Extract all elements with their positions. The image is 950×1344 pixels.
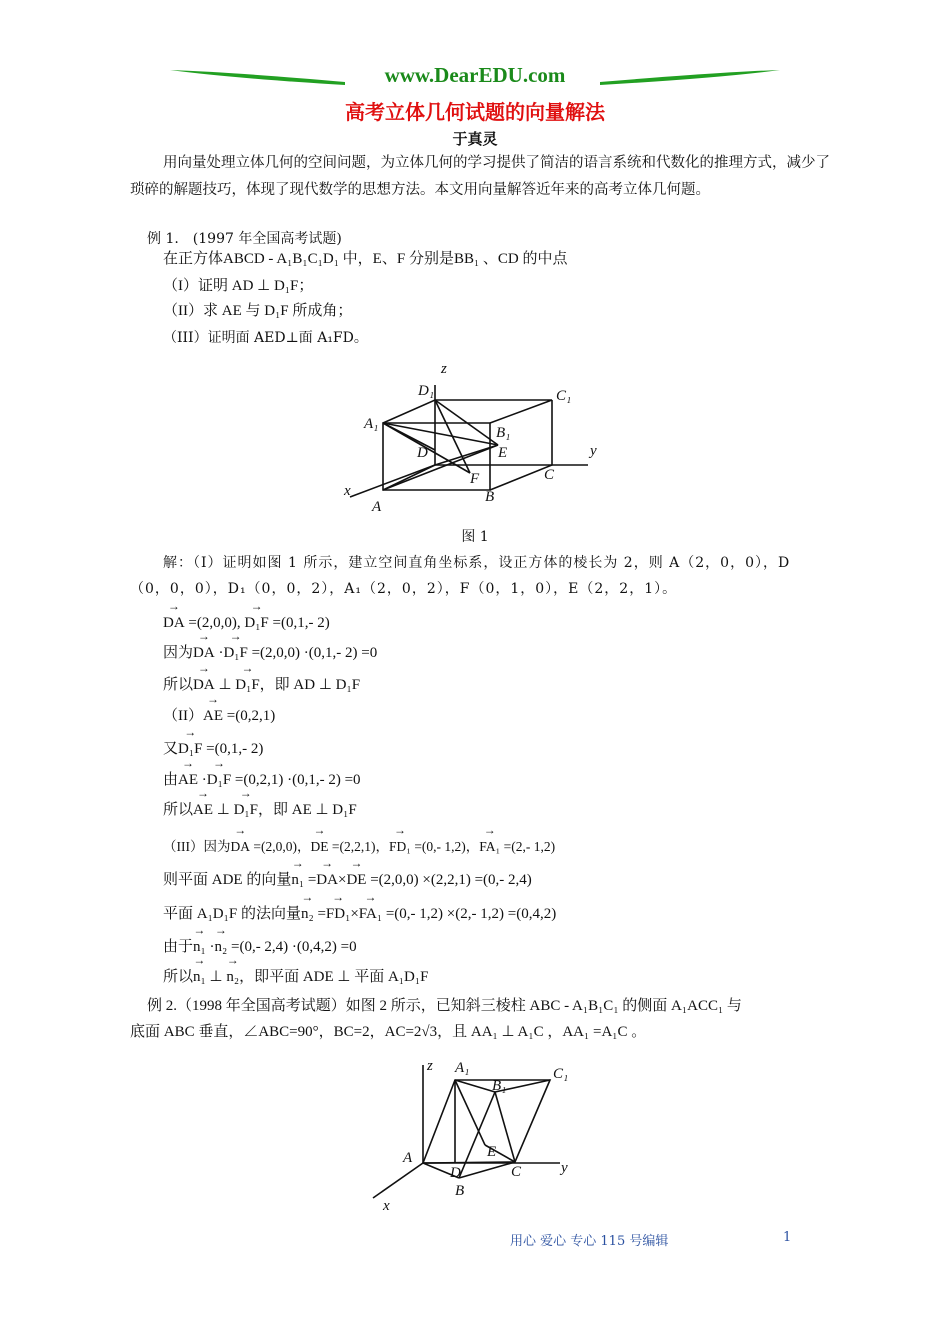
fig2-label: D [450, 1165, 461, 1181]
expr: ，即 AE ⊥ D₁F [258, 802, 357, 818]
page-number: 1 [783, 1230, 792, 1245]
solution-line-11 [163, 937, 357, 957]
expr: ，即 AD ⊥ D₁F [259, 677, 361, 693]
expr: =(0,- 2,4) ·(0,4,2) =0 [227, 939, 357, 955]
fig2-label: C [511, 1164, 522, 1180]
vector: → DA [163, 613, 185, 633]
expr: ⊥ [205, 969, 227, 985]
example1-heading: 例 1. (1997 年全国高考试题) [147, 231, 342, 247]
expr: =(2,- 1,2) [500, 839, 556, 854]
vector: → FA₁ [479, 837, 500, 857]
fig2-label: x [383, 1198, 390, 1214]
text: 又 [163, 741, 179, 757]
author-name: 于真灵 [452, 130, 498, 148]
site-banner [170, 62, 780, 92]
vector: → DE [310, 837, 328, 857]
vector: → n₁ [193, 967, 206, 987]
expr: =(0,1,- 2) [268, 615, 330, 631]
fig2-label: z [427, 1058, 433, 1074]
example1-question-1: （I）证明 AD ⊥ D₁F； [163, 278, 314, 294]
expr: ⊥ [214, 677, 236, 693]
expr: ，即平面 ADE ⊥ 平面 A₁D₁F [239, 969, 429, 985]
solution-line-10 [163, 904, 556, 924]
fig1-label: B [485, 489, 495, 505]
fig1-label: z [441, 361, 447, 377]
vector: → n₁ [193, 937, 206, 957]
page-title: 高考立体几何试题的向量解法 [345, 100, 605, 124]
vector: → D₁F [223, 643, 247, 663]
text: 由 [163, 772, 179, 788]
vector: → DA [193, 643, 215, 663]
solution-line-3 [163, 675, 360, 695]
expr: =(2,0,0), [184, 615, 245, 631]
vector: → DA [316, 870, 338, 890]
expr: =(2,0,0)， [250, 839, 311, 854]
example1-question-2: （II）求 AE 与 D₁F 所成角； [163, 303, 353, 319]
text: 所以 [163, 802, 194, 818]
text: 平面 A₁D₁F 的法向量 [163, 906, 301, 922]
text: （II） [163, 708, 203, 724]
expr: = [313, 906, 326, 922]
vector: → AE [203, 706, 223, 726]
fig1-label: F [470, 471, 480, 487]
vector: → FD₁ [326, 904, 350, 924]
expr: =(2,2,1)， [328, 839, 389, 854]
vector: → FD₁ [389, 837, 411, 857]
example1-question-3: （III）证明面 AED⊥面 A₁FD。 [163, 330, 368, 346]
expr: × [350, 906, 359, 922]
expr: =(0,1,- 2) [202, 741, 264, 757]
figure-2-prism-diagram [355, 1050, 595, 1215]
fig1-label: A [372, 499, 382, 515]
example2-line-2: 底面 ABC 垂直，∠ABC=90°，BC=2，AC=2√3，且 AA₁ ⊥ A₁C ，AA₁ =A₁C 。 [130, 1024, 647, 1040]
intro-paragraph: 用向量处理立体几何的空间问题，为立体几何的学习提供了简洁的语言系统和代数化的推理方式，减少了琐碎的解题技巧，体现了现代数学的思想方法。本文用向量解答近年来的高考立体几何题。 [130, 155, 830, 198]
text: （III）因为 [163, 839, 231, 854]
vector: → FA₁ [359, 904, 382, 924]
expr: =(0,- 1,2)， [410, 839, 480, 854]
text: 则平面 ADE 的向量 [163, 872, 292, 888]
expr: =(0,- 1,2) ×(2,- 1,2) =(0,4,2) [382, 906, 557, 922]
text: 由于 [163, 939, 194, 955]
fig1-label: D [417, 445, 428, 461]
expr: = [304, 872, 317, 888]
vector: → n₁ [291, 870, 304, 890]
text: 所以 [163, 677, 194, 693]
expr: =(2,0,0) ×(2,2,1) =(0,- 2,4) [366, 872, 532, 888]
expr: =(2,0,0) ·(0,1,- 2) =0 [247, 645, 378, 661]
fig1-label: C [544, 467, 555, 483]
expr: · [198, 772, 207, 788]
vector: → n₂ [226, 967, 239, 987]
vector: → n₂ [215, 937, 228, 957]
fig1-label: E [498, 445, 508, 461]
site-url[interactable]: www.DearEDU.com [384, 63, 566, 87]
example2-line-1: 例 2.（1998 年全国高考试题）如图 2 所示，已知斜三棱柱 ABC - A₁B₁C₁ 的侧面 A₁ACC₁ 与 [147, 998, 742, 1014]
expr: =(0,2,1) ·(0,1,- 2) =0 [231, 772, 361, 788]
fig1-label: C₁ [556, 388, 572, 404]
fig1-label: x [344, 483, 351, 499]
solution-line-4 [163, 706, 275, 726]
vector: → D₁F [234, 800, 258, 820]
solution-line-2 [163, 643, 377, 663]
vector: → DA [193, 675, 215, 695]
solution-line-12 [163, 967, 428, 987]
fig2-label: y [561, 1160, 568, 1176]
solution1-intro: 解：（I）证明如图 1 所示，建立空间直角坐标系，设正方体的棱长为 2，则 A（2，0，0），D（0，0，0），D₁（0，0，2），A₁（2，0，2），F（0，1，0），E（2，2，1）。 [130, 555, 791, 597]
fig2-label: A [403, 1150, 413, 1166]
solution-line-7 [163, 800, 357, 820]
figure-1-caption: 图 1 [461, 529, 489, 545]
text: 因为 [163, 645, 194, 661]
vector: → n₂ [301, 904, 314, 924]
expr: ⊥ [213, 802, 234, 818]
fig2-label: B₁ [492, 1078, 507, 1094]
text: 所以 [163, 969, 194, 985]
solution-line-9 [163, 870, 532, 890]
solution-line-8 [163, 837, 555, 857]
fig1-label: B₁ [496, 425, 511, 441]
vector: → D₁F [244, 613, 268, 633]
expr: =(0,2,1) [223, 708, 276, 724]
vector: → DE [346, 870, 366, 890]
vector: → AE [193, 800, 213, 820]
fig2-label: A₁ [455, 1060, 470, 1076]
expr: · [214, 645, 224, 661]
solution-line-1 [163, 613, 330, 633]
fig1-label: D₁ [418, 383, 435, 399]
fig1-label: A₁ [364, 416, 379, 432]
vector: → AE [178, 770, 198, 790]
example1-statement: 在正方体ABCD - A₁B₁C₁D₁ 中，E、F 分别是BB₁ 、CD 的中点 [163, 251, 568, 267]
solution-line-6 [163, 770, 361, 790]
vector: → D₁F [207, 770, 231, 790]
expr: · [205, 939, 215, 955]
fig2-label: E [487, 1144, 497, 1160]
fig2-label: B [455, 1183, 465, 1199]
vector: → D₁F [235, 675, 259, 695]
vector: → DA [231, 837, 251, 857]
expr: × [337, 872, 347, 888]
footer-editor-note: 用心 爱心 专心 115 号编辑 [510, 1234, 669, 1249]
figure-1-cube-diagram [340, 355, 610, 517]
fig1-label: y [590, 443, 597, 459]
vector: → D₁F [178, 739, 202, 759]
fig2-label: C₁ [553, 1066, 569, 1082]
